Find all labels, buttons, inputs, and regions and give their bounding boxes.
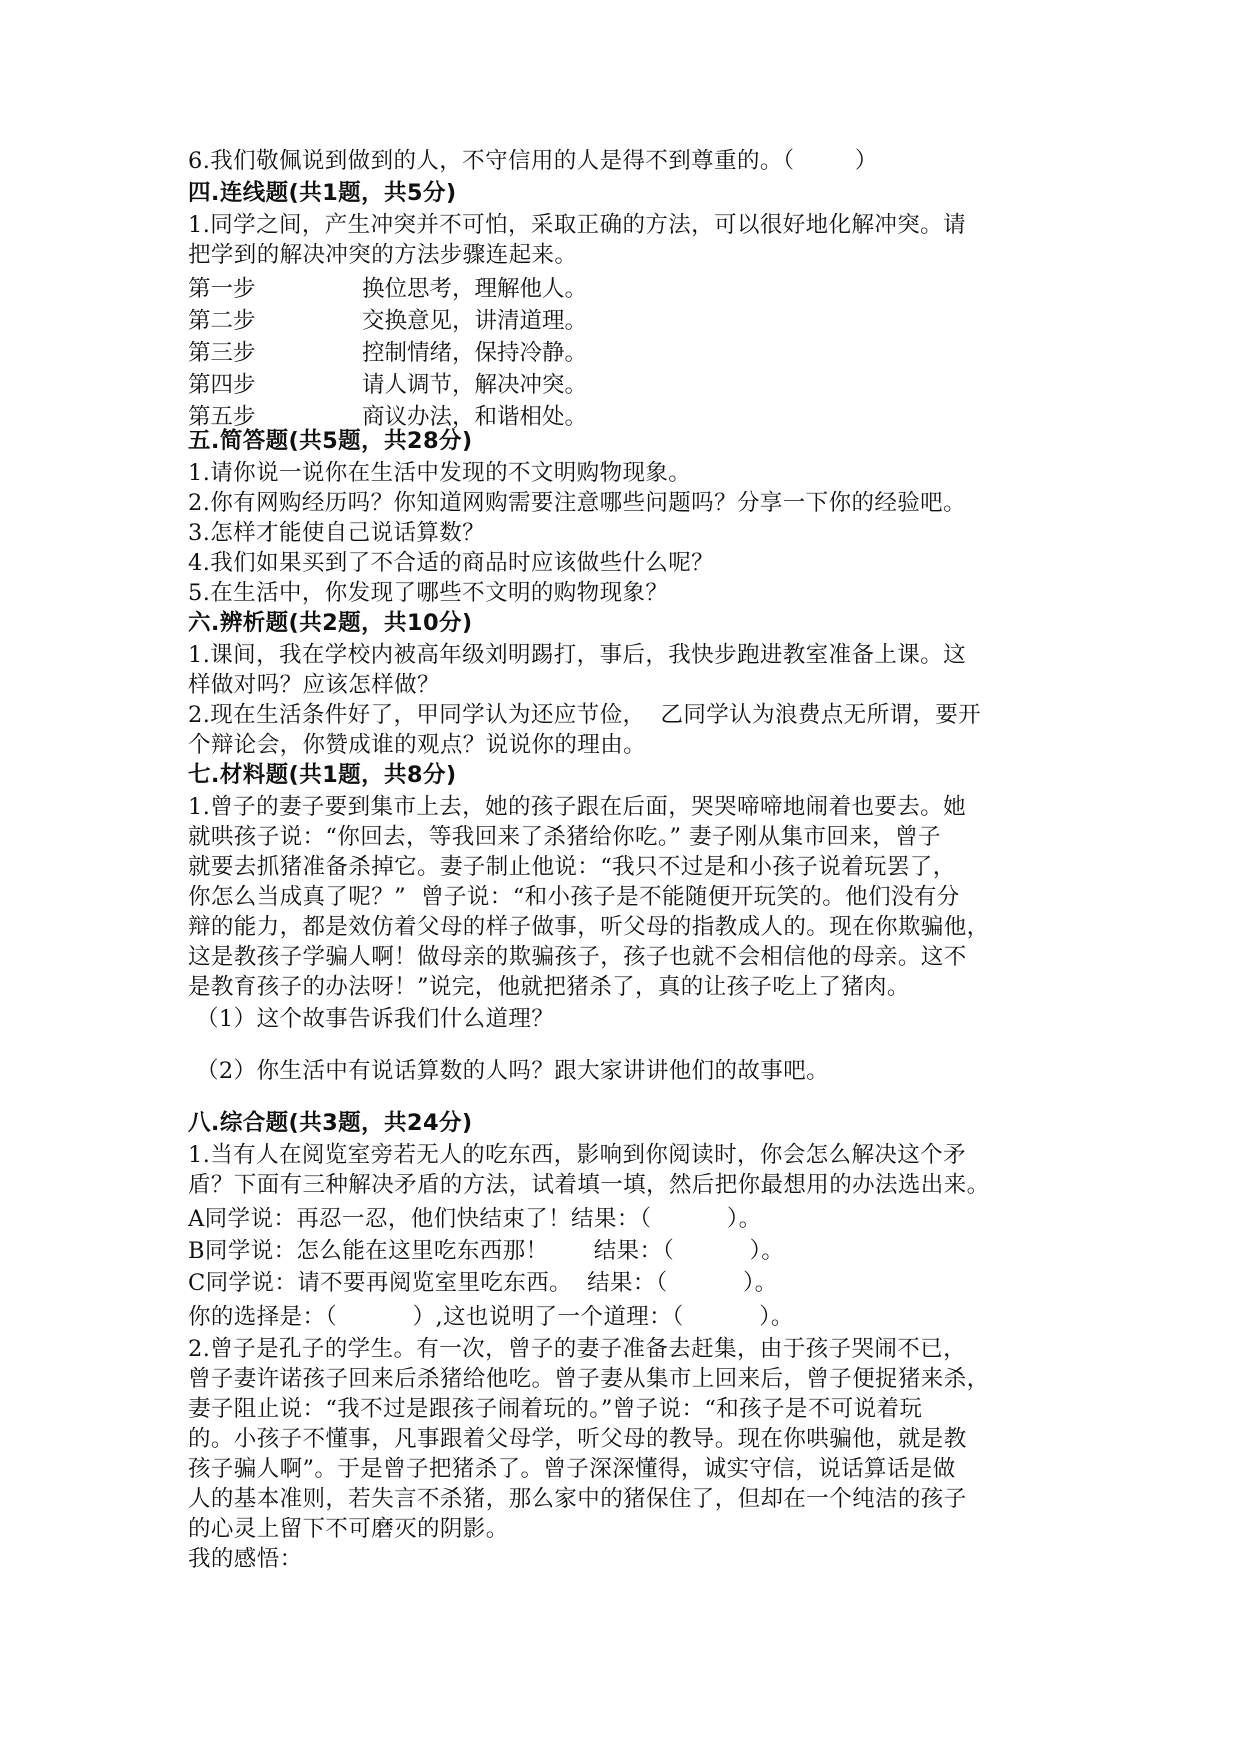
matching-method: 商议办法，和谐相处。 [362, 404, 588, 430]
matching-step: 第一步 [188, 276, 256, 302]
question-line: 3.怎样才能使自己说话算数？ [188, 520, 486, 546]
question-line: 的。小孩子不懂事，凡事跟着父母学，听父母的教导。现在你哄骗他，就是教 [188, 1426, 967, 1452]
matching-step: 第四步 [188, 372, 256, 398]
question-line: 的心灵上留下不可磨灭的阴影。 [188, 1516, 509, 1542]
question-line: 4.我们如果买到了不合适的商品时应该做些什么呢？ [188, 550, 715, 576]
question-line: 1.曾子的妻子要到集市上去，她的孩子跟在后面，哭哭啼啼地闹着也要去。她 [188, 794, 966, 820]
question-line: 2.现在生活条件好了，甲同学认为还应节俭， 乙同学认为浪费点无所谓，要开 [188, 702, 982, 728]
question-line: 1.课间，我在学校内被高年级刘明踢打，事后，我快步跑进教室准备上课。这 [188, 642, 966, 668]
matching-step: 第三步 [188, 340, 256, 366]
section-heading: 四.连线题(共1题，共5分) [188, 180, 457, 206]
question-line: 辩的能力，都是效仿着父母的样子做事，听父母的指教成人的。现在你欺骗他， [188, 914, 990, 940]
question-line: 你的选择是：（ ）,这也说明了一个道理：（ ）。 [188, 1304, 794, 1330]
section-heading: 八.综合题(共3题，共24分) [188, 1110, 473, 1136]
question-line: 6.我们敬佩说到做到的人，不守信用的人是得不到尊重的。（ ） [188, 148, 878, 174]
question-line: C同学说：请不要再阅览室里吃东西。 结果：（ ）。 [188, 1270, 778, 1296]
question-line: 妻子阻止说：“我不过是跟孩子闹着玩的。”曾子说：“和孩子是不可说着玩 [188, 1396, 923, 1422]
question-line: 个辩论会，你赞成谁的观点？说说你的理由。 [188, 732, 647, 758]
question-line: 盾？下面有三种解决矛盾的方法，试着填一填，然后把你最想用的办法选出来。 [188, 1172, 990, 1198]
matching-step: 第五步 [188, 404, 256, 430]
matching-step: 第二步 [188, 308, 256, 334]
question-line: （2）你生活中有说话算数的人吗？跟大家讲讲他们的故事吧。 [196, 1058, 830, 1084]
question-line: 我的感悟： [188, 1546, 303, 1572]
matching-method: 换位思考，理解他人。 [362, 276, 588, 302]
question-line: 1.请你说一说你在生活中发现的不文明购物现象。 [188, 460, 692, 486]
question-line: 这是教孩子学骗人啊！做母亲的欺骗孩子，孩子也就不会相信他的母亲。这不 [188, 944, 967, 970]
question-line: 曾子妻许诺孩子回来后杀猪给他吃。曾子妻从集市上回来后，曾子便捉猪来杀， [188, 1366, 990, 1392]
question-line: 是教育孩子的办法呀！”说完，他就把猪杀了，真的让孩子吃上了猪肉。 [188, 974, 910, 1000]
question-line: 2.曾子是孔子的学生。有一次，曾子的妻子准备去赶集，由于孩子哭闹不已， [188, 1336, 966, 1362]
question-line: 2.你有网购经历吗？你知道网购需要注意哪些问题吗？分享一下你的经验吧。 [188, 490, 966, 516]
question-line: A同学说：再忍一忍，他们快结束了！结果：（ ）。 [188, 1206, 762, 1232]
question-line: 样做对吗？应该怎样做？ [188, 672, 440, 698]
question-line: 就哄孩子说：“你回去，等我回来了杀猪给你吃。” 妻子刚从集市回来，曾子 [188, 824, 941, 850]
question-line: （1）这个故事告诉我们什么道理？ [196, 1006, 555, 1032]
question-line: B同学说：怎么能在这里吃东西那！ 结果：（ ）。 [188, 1238, 785, 1264]
question-line: 1.当有人在阅览室旁若无人的吃东西，影响到你阅读时，你会怎么解决这个矛 [188, 1142, 966, 1168]
section-heading: 五.简答题(共5题，共28分) [188, 428, 473, 454]
question-line: 就要去抓猪准备杀掉它。妻子制止他说：“我只不过是和小孩子说着玩罢了， [188, 854, 956, 880]
question-line: 孩子骗人啊”。于是曾子把猪杀了。曾子深深懂得，诚实守信，说话算话是做 [188, 1456, 956, 1482]
matching-method: 控制情绪，保持冷静。 [362, 340, 588, 366]
question-line: 1.同学之间，产生冲突并不可怕，采取正确的方法，可以很好地化解冲突。请 [188, 212, 966, 238]
matching-method: 请人调节，解决冲突。 [362, 372, 588, 398]
section-heading: 六.辨析题(共2题，共10分) [188, 610, 473, 636]
question-line: 你怎么当成真了呢？” 曾子说：“和小孩子是不能随便开玩笑的。他们没有分 [188, 884, 960, 910]
section-heading: 七.材料题(共1题，共8分) [188, 762, 457, 788]
question-line: 把学到的解决冲突的方法步骤连起来。 [188, 242, 578, 268]
matching-method: 交换意见，讲清道理。 [362, 308, 588, 334]
question-line: 人的基本准则，若失言不杀猪，那么家中的猪保住了，但却在一个纯洁的孩子 [188, 1486, 967, 1512]
question-line: 5.在生活中，你发现了哪些不文明的购物现象？ [188, 580, 669, 606]
